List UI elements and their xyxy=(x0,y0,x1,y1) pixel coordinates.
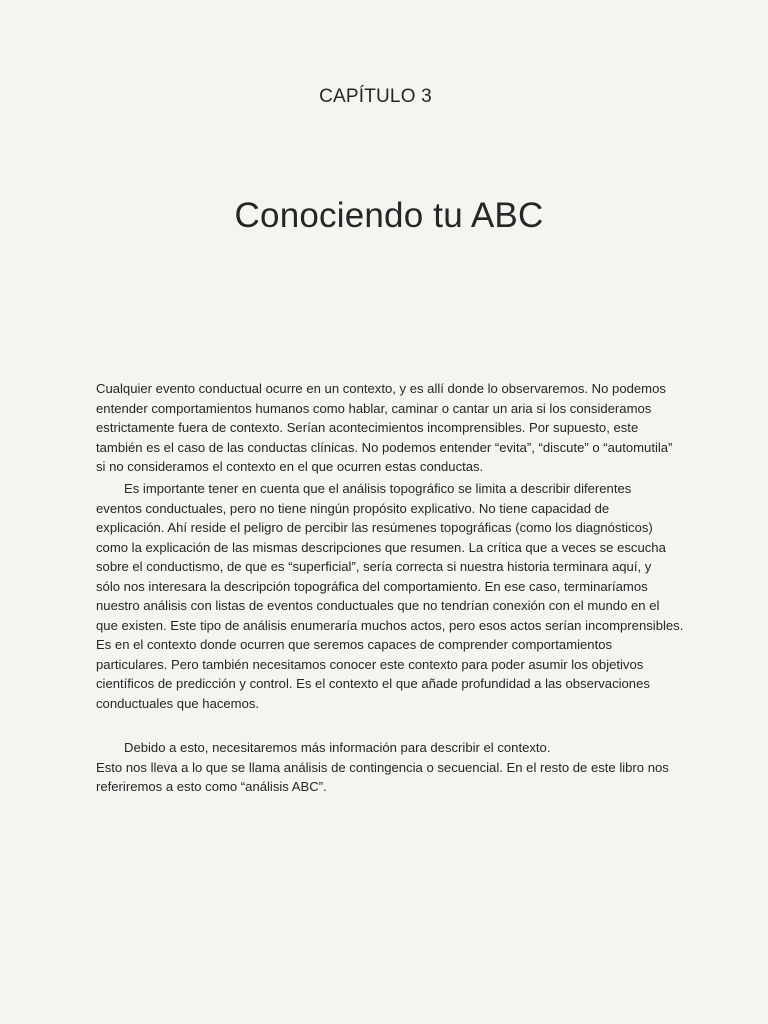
paragraph-3 xyxy=(96,738,711,797)
text-line: explicación. Ahí reside el peligro de percibir las resúmenes topográficas (como los diagnósticos) xyxy=(96,520,653,535)
text-line: estrictamente fuera de contexto. Serían acontecimientos incomprensibles. Por supuesto, este xyxy=(96,420,639,435)
text-line: Debido a esto, necesitaremos más información para describir el contexto. xyxy=(124,740,551,755)
text-line: como la explicación de las mismas descripciones que resumen. La crítica que a veces se escucha xyxy=(96,539,666,555)
text-line: sobre el conductismo, de que es “superficial”, sería correcta si nuestra historia terminara aquí, y xyxy=(96,559,652,574)
text-line: también es el caso de las conductas clínicas. No podemos entender “evita”, “discute” o “automutila” xyxy=(96,439,673,455)
text-line: conductuales que hacemos. xyxy=(96,695,260,711)
text-line: sólo nos interesara la descripción topográfica del comportamiento. En ese caso, terminaríamos xyxy=(96,578,648,594)
text-line: eventos conductuales, pero no tiene ningún propósito explicativo. No tiene capacidad de xyxy=(96,500,610,516)
text-line: Cualquier evento conductual ocurre en un contexto, y es allí donde lo observaremos. No podemos xyxy=(96,381,666,396)
text-line: entender comportamientos humanos como hablar, caminar o cantar un aria si los consideramos xyxy=(96,400,652,416)
text-line: Es importante tener en cuenta que el análisis topográfico se limita a describir diferentes xyxy=(124,481,632,496)
chapter-title: Conociendo tu ABC xyxy=(234,196,544,235)
text-line: Es en el contexto donde ocurren que seremos capaces de comprender comportamientos xyxy=(96,637,613,652)
chapter-number: CAPÍTULO 3 xyxy=(319,86,432,107)
paragraph-1 xyxy=(96,379,711,477)
text-line: particulares. Pero también necesitamos conocer este contexto para poder asumir los objetivos xyxy=(96,656,644,672)
text-line: nuestro análisis con listas de eventos conductuales que no tendrían conexión con el mundo en el xyxy=(96,598,660,613)
text-line: que existen. Este tipo de análisis enumeraría muchos actos, pero esos actos serían incomprensibles. xyxy=(96,617,684,633)
text-line: si no consideramos el contexto en el que ocurren estas conductas. xyxy=(96,459,484,474)
text-line: Esto nos lleva a lo que se llama análisis de contingencia o secuencial. En el resto de este libro nos xyxy=(96,759,669,775)
text-line: científicos de predicción y control. Es el contexto el que añade profundidad a las observaciones xyxy=(96,676,650,691)
text-line: referiremos a esto como “análisis ABC”. xyxy=(96,779,327,794)
paragraph-2 xyxy=(96,479,711,713)
